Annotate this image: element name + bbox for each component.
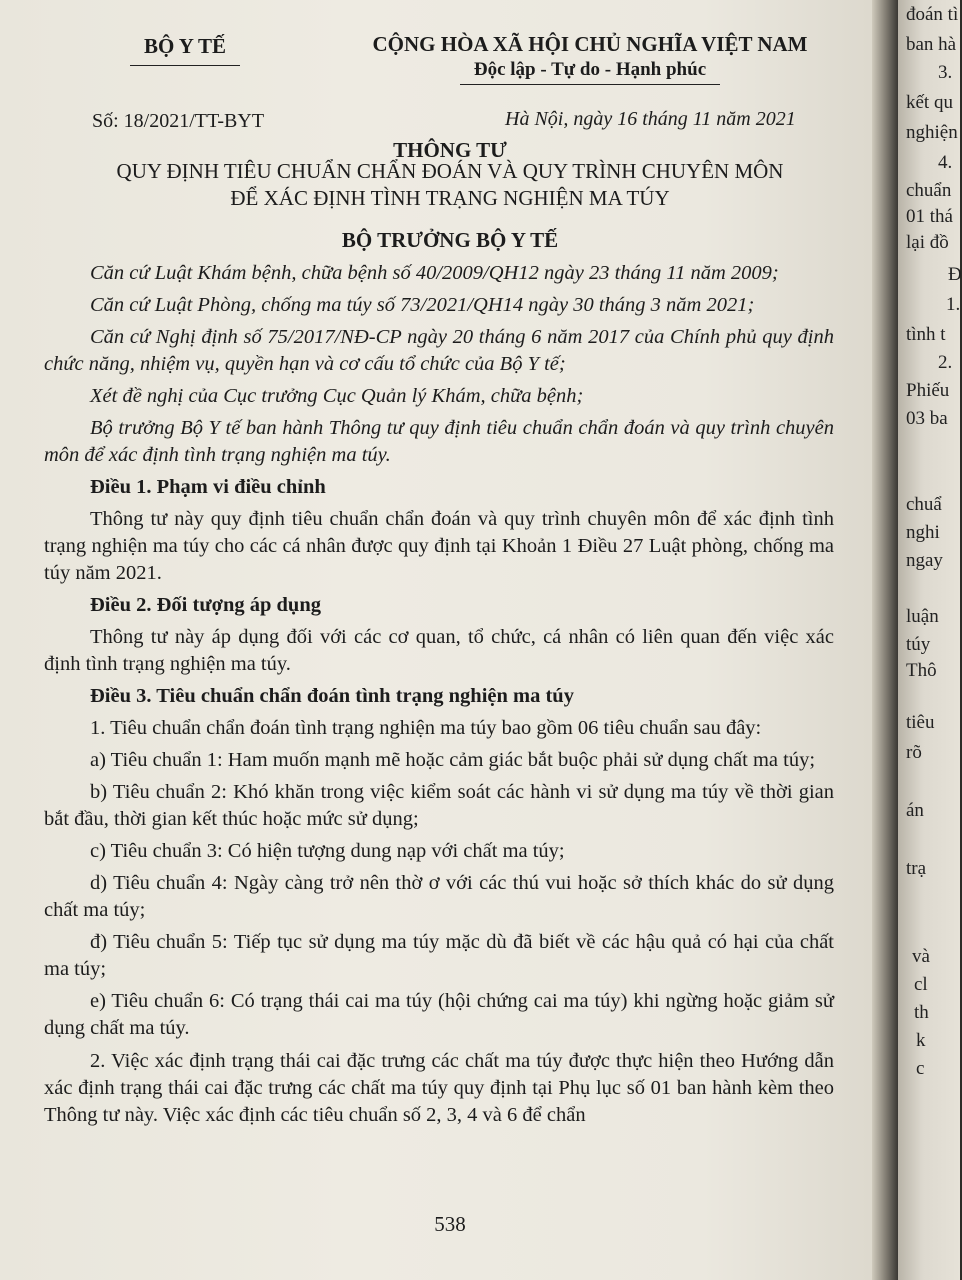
- next-page-fragment: chuẩ: [906, 494, 942, 515]
- article-1-heading: Điều 1. Phạm vi điều chỉnh: [90, 476, 326, 498]
- next-page-fragment: 01 thá: [906, 206, 953, 227]
- next-page-fragment: 2.: [938, 352, 953, 373]
- article-3-paragraph-2: 2. Việc xác định trạng thái cai đặc trưng các chất ma túy được thực hiện theo Hướng dẫn xác định trạng thái cai đặc trưng các chất ma túy quy định tại Phụ lục số 01 ban hành kèm theo Thông tư này. Việc xác định các tiêu chuẩn số 2, 3, 4 và 6 để chẩn: [44, 1050, 834, 1126]
- ministry-underline: [130, 65, 240, 66]
- next-page-fragment: cl: [914, 974, 928, 995]
- next-page-fragment: kết qu: [906, 92, 953, 113]
- national-motto: Độc lập - Tự do - Hạnh phúc: [473, 59, 707, 80]
- next-page-fragment: 1.: [946, 294, 961, 315]
- preamble-line: Xét đề nghị của Cục trưởng Cục Quản lý Khám, chữa bệnh;: [90, 385, 584, 407]
- next-page-fragment: tình t: [906, 324, 946, 345]
- document-type: THÔNG TƯ: [393, 138, 507, 162]
- next-page-fragment: Phiếu: [906, 380, 950, 401]
- ministry-name: BỘ Y TẾ: [143, 34, 227, 58]
- next-page-fragment: tiêu: [906, 712, 935, 733]
- preamble-line: Căn cứ Nghị định số 75/2017/NĐ-CP ngày 20 tháng 6 năm 2017 của Chính phủ quy định chức năng, nhiệm vụ, quyền hạn và cơ cấu tổ chức của Bộ Y tế;: [44, 326, 834, 375]
- next-page-fragment: Thô: [906, 660, 937, 681]
- criterion-item: c) Tiêu chuẩn 3: Có hiện tượng dung nạp với chất ma túy;: [90, 840, 565, 862]
- next-page-fragment: và: [912, 946, 930, 967]
- next-page-fragment: 3.: [938, 62, 953, 83]
- next-page-fragment: chuẩn: [906, 180, 952, 201]
- next-page-fragment: 4.: [938, 152, 953, 173]
- title-line-1: QUY ĐỊNH TIÊU CHUẨN CHẨN ĐOÁN VÀ QUY TRÌNH CHUYÊN MÔN: [116, 159, 784, 183]
- next-page-fragment: ban hà: [906, 34, 957, 55]
- criterion-item: e) Tiêu chuẩn 6: Có trạng thái cai ma túy (hội chứng cai ma túy) khi ngừng hoặc giảm sử dụng chất ma túy.: [44, 990, 834, 1039]
- place-and-date: Hà Nội, ngày 16 tháng 11 năm 2021: [505, 108, 796, 130]
- preamble-line: Căn cứ Luật Khám bệnh, chữa bệnh số 40/2009/QH12 ngày 23 tháng 11 năm 2009;: [90, 262, 779, 284]
- next-page-fragment: Đ: [948, 264, 962, 285]
- article-3-heading: Điều 3. Tiêu chuẩn chẩn đoán tình trạng nghiện ma túy: [90, 685, 574, 707]
- title-line-2: ĐỂ XÁC ĐỊNH TÌNH TRẠNG NGHIỆN MA TÚY: [230, 186, 670, 210]
- criterion-item: b) Tiêu chuẩn 2: Khó khăn trong việc kiểm soát các hành vi sử dụng ma túy về thời gian bắt đầu, thời gian kết thúc hoặc mức sử dụng;: [44, 781, 834, 830]
- document-number: Số: 18/2021/TT-BYT: [92, 110, 265, 132]
- issuer-title: BỘ TRƯỞNG BỘ Y TẾ: [341, 228, 559, 252]
- criterion-item: a) Tiêu chuẩn 1: Ham muốn mạnh mẽ hoặc cảm giác bắt buộc phải sử dụng chất ma túy;: [90, 749, 816, 771]
- motto-underline: [460, 84, 720, 85]
- article-3-intro: 1. Tiêu chuẩn chẩn đoán tình trạng nghiện ma túy bao gồm 06 tiêu chuẩn sau đây:: [90, 717, 762, 739]
- next-page-fragment: th: [914, 1002, 929, 1023]
- preamble-line: Căn cứ Luật Phòng, chống ma túy số 73/2021/QH14 ngày 30 tháng 3 năm 2021;: [90, 294, 755, 316]
- republic-name: CỘNG HÒA XÃ HỘI CHỦ NGHĨA VIỆT NAM: [372, 32, 808, 56]
- ministry-header: [100, 34, 270, 66]
- article-1-text: Thông tư này quy định tiêu chuẩn chẩn đoán và quy trình chuyên môn để xác định tình trạng nghiện ma túy cho các cá nhân được quy định tại Khoản 1 Điều 27 Luật phòng, chống ma túy năm 2021.: [44, 508, 834, 584]
- next-page-fragment: trạ: [906, 858, 927, 879]
- document-body: [44, 260, 834, 1134]
- book-gutter: [872, 0, 898, 1280]
- next-page-fragment: rõ: [906, 742, 922, 763]
- next-page-fragment: ngay: [906, 550, 943, 571]
- document-title: [40, 158, 860, 212]
- national-header: [330, 32, 850, 85]
- next-page-edge: [898, 0, 960, 1280]
- next-page-fragment: 03 ba: [906, 408, 948, 429]
- next-page-fragment: c: [916, 1058, 925, 1079]
- next-page-fragment: đoán tì: [906, 4, 959, 25]
- next-page-fragment: nghi: [906, 522, 940, 543]
- article-2-heading: Điều 2. Đối tượng áp dụng: [90, 594, 321, 616]
- next-page-fragment: lại đồ: [906, 232, 949, 253]
- next-page-fragment: túy: [906, 634, 931, 655]
- next-page-fragment: k: [916, 1030, 926, 1051]
- criterion-item: d) Tiêu chuẩn 4: Ngày càng trở nên thờ ơ với các thú vui hoặc sở thích khác do sử dụng chất ma túy;: [44, 872, 834, 921]
- criterion-item: đ) Tiêu chuẩn 5: Tiếp tục sử dụng ma túy mặc dù đã biết về các hậu quả có hại của chất ma túy;: [44, 931, 834, 980]
- next-page-fragment: nghiện: [906, 122, 958, 143]
- page-number: 538: [434, 1212, 466, 1236]
- preamble-line: Bộ trưởng Bộ Y tế ban hành Thông tư quy định tiêu chuẩn chẩn đoán và quy trình chuyên môn để xác định tình trạng nghiện ma túy.: [44, 417, 834, 466]
- next-page-fragment: án: [906, 800, 924, 821]
- next-page-fragment: luận: [906, 606, 939, 627]
- article-2-text: Thông tư này áp dụng đối với các cơ quan, tổ chức, cá nhân có liên quan đến việc xác định tình trạng nghiện ma túy.: [44, 626, 834, 675]
